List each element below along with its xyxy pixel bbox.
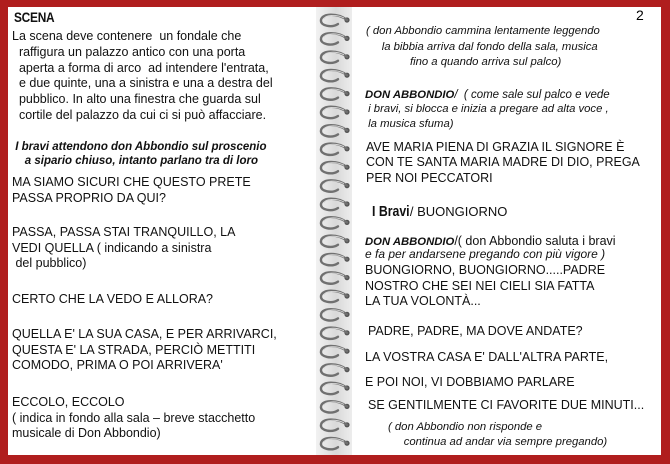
prayer-text: AVE MARIA PIENA DI GRAZIA IL SIGNORE È CON TE SANTA MARIA MADRE DI DIO, PREGA PER NOI PECCATORI (366, 140, 640, 185)
spiral-ring (321, 15, 347, 26)
spiral-ring (321, 125, 347, 136)
spiral-ring (321, 217, 347, 228)
don-abbondio-entry-1 (365, 88, 610, 102)
dialogue-line-2: PASSA, PASSA STAI TRANQUILLO, LA VEDI QUELLA ( indicando a sinistra del pubblico) (12, 225, 236, 270)
spiral-ring (321, 70, 347, 81)
scene-description: La scena deve contenere un fondale che raffigura un palazzo antico con una porta aperta a forma di arco ad intendere l'entrata, e due quinte, una a sinistra e una a destra del pubblico. In alto una finestra che guarda sul cortile del palazzo da cui ci si può affacciare. (12, 29, 273, 122)
spiral-ring (321, 346, 347, 357)
bravi-line: / BUONGIORNO (409, 204, 508, 219)
spiral-ring (321, 291, 347, 302)
spiral-ring (321, 144, 347, 155)
don-abbondio-line: BUONGIORNO, BUONGIORNO.....PADRE NOSTRO CHE SEI NEI CIELI SIA FATTA LA TUA VOLONTÀ... (365, 263, 606, 308)
dialogue-line-1: MA SIAMO SICURI CHE QUESTO PRETE PASSA PROPRIO DA QUI? (12, 175, 251, 205)
stage-note-inline: / ( come sale sul palco e vede (454, 89, 610, 101)
dialogue-line-3: CERTO CHE LA VEDO E ALLORA? (12, 292, 214, 306)
stage-direction: I bravi attendono don Abbondio sul proscenio a sipario chiuso, intanto parlano tra di loro (15, 141, 267, 167)
right-page (352, 7, 661, 455)
dialogue-line-4: QUELLA E' LA SUA CASA, E PER ARRIVARCI, QUESTA E' LA STRADA, PERCIÒ METTITI COMODO, PRIMA O POI ARRIVERA' (12, 327, 277, 372)
bravi-question-4: SE GENTILMENTE CI FAVORITE DUE MINUTI... (368, 398, 645, 412)
spiral-binding (316, 7, 356, 455)
bravi-question-1: PADRE, PADRE, MA DOVE ANDATE? (368, 324, 583, 338)
bravi-entry (372, 203, 507, 221)
spiral-ring (321, 107, 347, 118)
page-number: 2 (636, 7, 644, 23)
character-name-don-2: DON ABBONDIO (365, 236, 455, 248)
spiral-ring (321, 52, 347, 63)
spiral-ring (321, 180, 347, 191)
spiral-ring (321, 383, 347, 394)
stage-note-continuation: i bravi, si blocca e inizia a pregare ad alta voce , la musica sfuma) (368, 103, 609, 130)
bravi-question-2: LA VOSTRA CASA E' DALL'ALTRA PARTE, (365, 350, 609, 364)
spiral-ring (321, 309, 347, 320)
spiral-ring (321, 364, 347, 375)
closing-stage-note: ( don Abbondio non risponde e continua ad andar via sempre pregando) (388, 421, 608, 448)
spiral-ring (321, 199, 347, 210)
spiral-ring (321, 420, 347, 431)
character-name-don: DON ABBONDIO (365, 89, 455, 101)
bravi-question-3: E POI NOI, VI DOBBIAMO PARLARE (365, 375, 575, 389)
spiral-ring (321, 88, 347, 99)
character-name-bravi: I Bravi (372, 203, 410, 220)
spiral-ring (321, 236, 347, 247)
spiral-ring (321, 328, 347, 339)
spiral-rings (316, 7, 356, 455)
spiral-ring (321, 272, 347, 283)
spiral-ring (321, 33, 347, 44)
stage-note-inline-2: /( don Abbondio saluta i bravi (454, 234, 616, 248)
stage-note-continuation-2: e fa per andarsene pregando con più vigore ) (365, 247, 606, 261)
left-page (8, 7, 320, 455)
spiral-ring (321, 254, 347, 265)
spiral-ring (321, 162, 347, 173)
spiral-ring (321, 438, 347, 449)
spiral-ring (321, 401, 347, 412)
scene-heading: SCENA (14, 9, 55, 25)
intro-stage-note: ( don Abbondio cammina lentamente leggendo la bibbia arriva dal fondo della sala, musica fino a quando arriva sul palco) (366, 25, 600, 68)
dialogue-line-5: ECCOLO, ECCOLO ( indica in fondo alla sala – breve stacchetto musicale di Don Abbondio) (12, 395, 256, 440)
